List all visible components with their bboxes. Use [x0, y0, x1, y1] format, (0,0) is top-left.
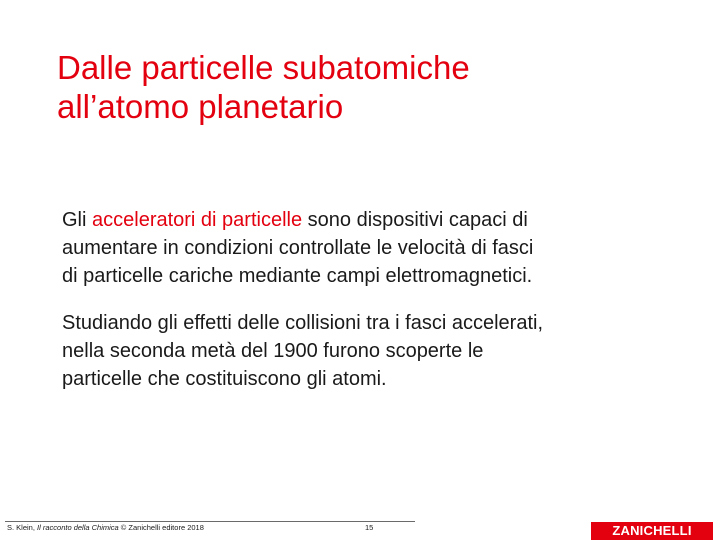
page-number: 15: [365, 523, 374, 532]
paragraph-1-line-3: di particelle cariche mediante campi elettromagnetici.: [62, 265, 533, 287]
paragraph-1-lead: Gli: [62, 209, 92, 231]
paragraph-2-line-3: particelle che costituiscono gli atomi.: [62, 368, 387, 390]
footer-author: S. Klein,: [7, 523, 38, 532]
footer-divider: [5, 521, 415, 522]
footer-credit: [7, 523, 204, 532]
slide-title-line-2: all’atomo planetario: [57, 88, 344, 125]
highlight-term: acceleratori di particelle: [92, 209, 303, 231]
slide-title-line-1: Dalle particelle subatomiche: [57, 49, 470, 86]
paragraph-collisions: [62, 309, 682, 393]
footer-book-title: Il racconto della Chimica: [37, 523, 119, 532]
slide-title: [57, 48, 677, 126]
slide-body: [62, 206, 682, 412]
paragraph-2-line-1: Studiando gli effetti delle collisioni tra i fasci accelerati,: [62, 312, 543, 334]
paragraph-2-line-2: nella seconda metà del 1900 furono scoperte le: [62, 340, 484, 362]
paragraph-1-line-2: aumentare in condizioni controllate le velocità di fasci: [62, 237, 534, 259]
zanichelli-logo: ZANICHELLI: [591, 522, 713, 540]
paragraph-accelerators: [62, 206, 682, 290]
footer-publisher: © Zanichelli editore 2018: [118, 523, 204, 532]
paragraph-1-line-1-rest: sono dispositivi capaci di: [302, 209, 528, 231]
